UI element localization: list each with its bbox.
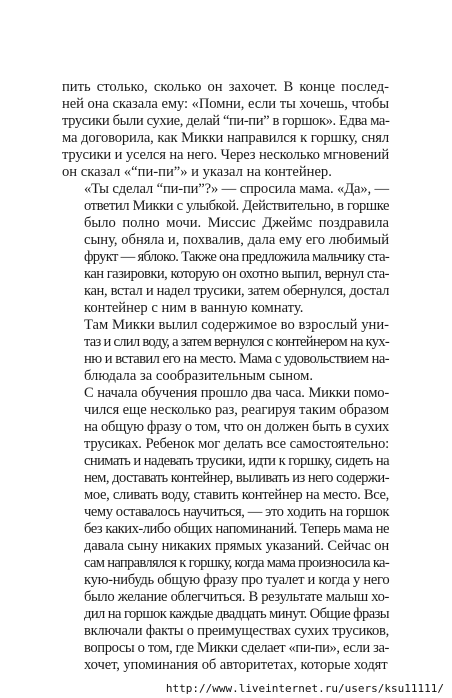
- text-line: трусики были сухие, делай “пи-пи” в горшок». Едва ма-: [62, 113, 390, 129]
- text-line: таз и слил воду, а затем вернулся с контейнером на кух-: [84, 334, 389, 350]
- text-line: дил на горшок каждые двадцать минут. Общие фразы: [84, 606, 389, 622]
- text-line: трусиках. Ребенок мог делать все самостоятельно:: [84, 436, 389, 452]
- text-line: ответил Микки с улыбкой. Действительно, в горшке: [84, 198, 389, 214]
- text-line: он сказал «“пи-пи”» и указал на контейнер.: [62, 164, 332, 180]
- text-line: вопросы о том, где Микки сделает «пи-пи», если за-: [84, 640, 389, 656]
- text-line: чился еще несколько раз, реагируя таким образом: [84, 402, 389, 418]
- body-text: [62, 79, 389, 674]
- text-line: блюдала за сообразительным сыном.: [84, 368, 313, 384]
- text-line: без каких-либо общих напоминаний. Теперь мама не: [84, 521, 389, 537]
- text-line: контейнер с ним в ванную комнату.: [84, 300, 304, 316]
- text-line: давала сыну никаких прямых указаний. Сейчас он: [84, 538, 389, 554]
- text-line: сам направлялся к горшку, когда мама произносила ка-: [84, 555, 389, 571]
- text-line: С начала обучения прошло два часа. Микки помо-: [84, 385, 389, 401]
- paragraph: [62, 317, 389, 385]
- text-line: сыну, обняла и, похвалив, дала ему его любимый: [84, 232, 390, 248]
- text-line: ню и вставил его на место. Мама с удовольствием на-: [84, 351, 389, 367]
- text-line: кую-нибудь общую фразу про туалет и когда у него: [84, 572, 390, 588]
- paragraph: [62, 79, 389, 181]
- text-line: кан, встал и надел трусики, затем обернулся, достал: [84, 283, 389, 299]
- text-line: пить столько, сколько он захочет. В конце послед-: [62, 79, 389, 95]
- text-line: на общую фразу о том, что он должен быть в сухих: [84, 419, 389, 435]
- text-line: ма договорила, как Микки направился к горшку, снял: [62, 130, 389, 146]
- text-line: было желание облегчиться. В результате малыш хо-: [84, 589, 389, 605]
- text-line: включали факты о преимуществах сухих трусиков,: [84, 623, 389, 639]
- text-line: снимать и надевать трусики, идти к горшку, сидеть на: [84, 453, 389, 469]
- text-line: фрукт — яблоко. Также она предложила мальчику ста-: [84, 249, 389, 265]
- text-line: кан газировки, которую он охотно выпил, вернул ста-: [84, 266, 389, 282]
- text-line: нем, доставать контейнер, выливать из него содержи-: [84, 470, 389, 486]
- text-line: Там Микки вылил содержимое во взрослый уни-: [84, 317, 389, 333]
- watermark-url: http://www.liveinternet.ru/users/ksu11111/: [165, 682, 444, 695]
- paragraph: [62, 385, 389, 674]
- text-line: мое, сливать воду, ставить контейнер на место. Все,: [84, 487, 389, 503]
- text-line: чему оставалось научиться, — это ходить на горшок: [84, 504, 389, 520]
- text-line: трусики и уселся на него. Через несколько мгновений: [62, 147, 389, 163]
- paragraph: [62, 181, 389, 317]
- text-line: ней она сказала ему: «Помни, если ты хочешь, чтобы: [62, 96, 389, 112]
- text-line: было полно мочи. Миссис Джеймс поздравила: [84, 215, 389, 231]
- text-line: «Ты сделал “пи-пи”?» — спросила мама. «Да», —: [84, 181, 389, 197]
- text-line: хочет, упоминания об авторитетах, которые ходят: [84, 657, 388, 673]
